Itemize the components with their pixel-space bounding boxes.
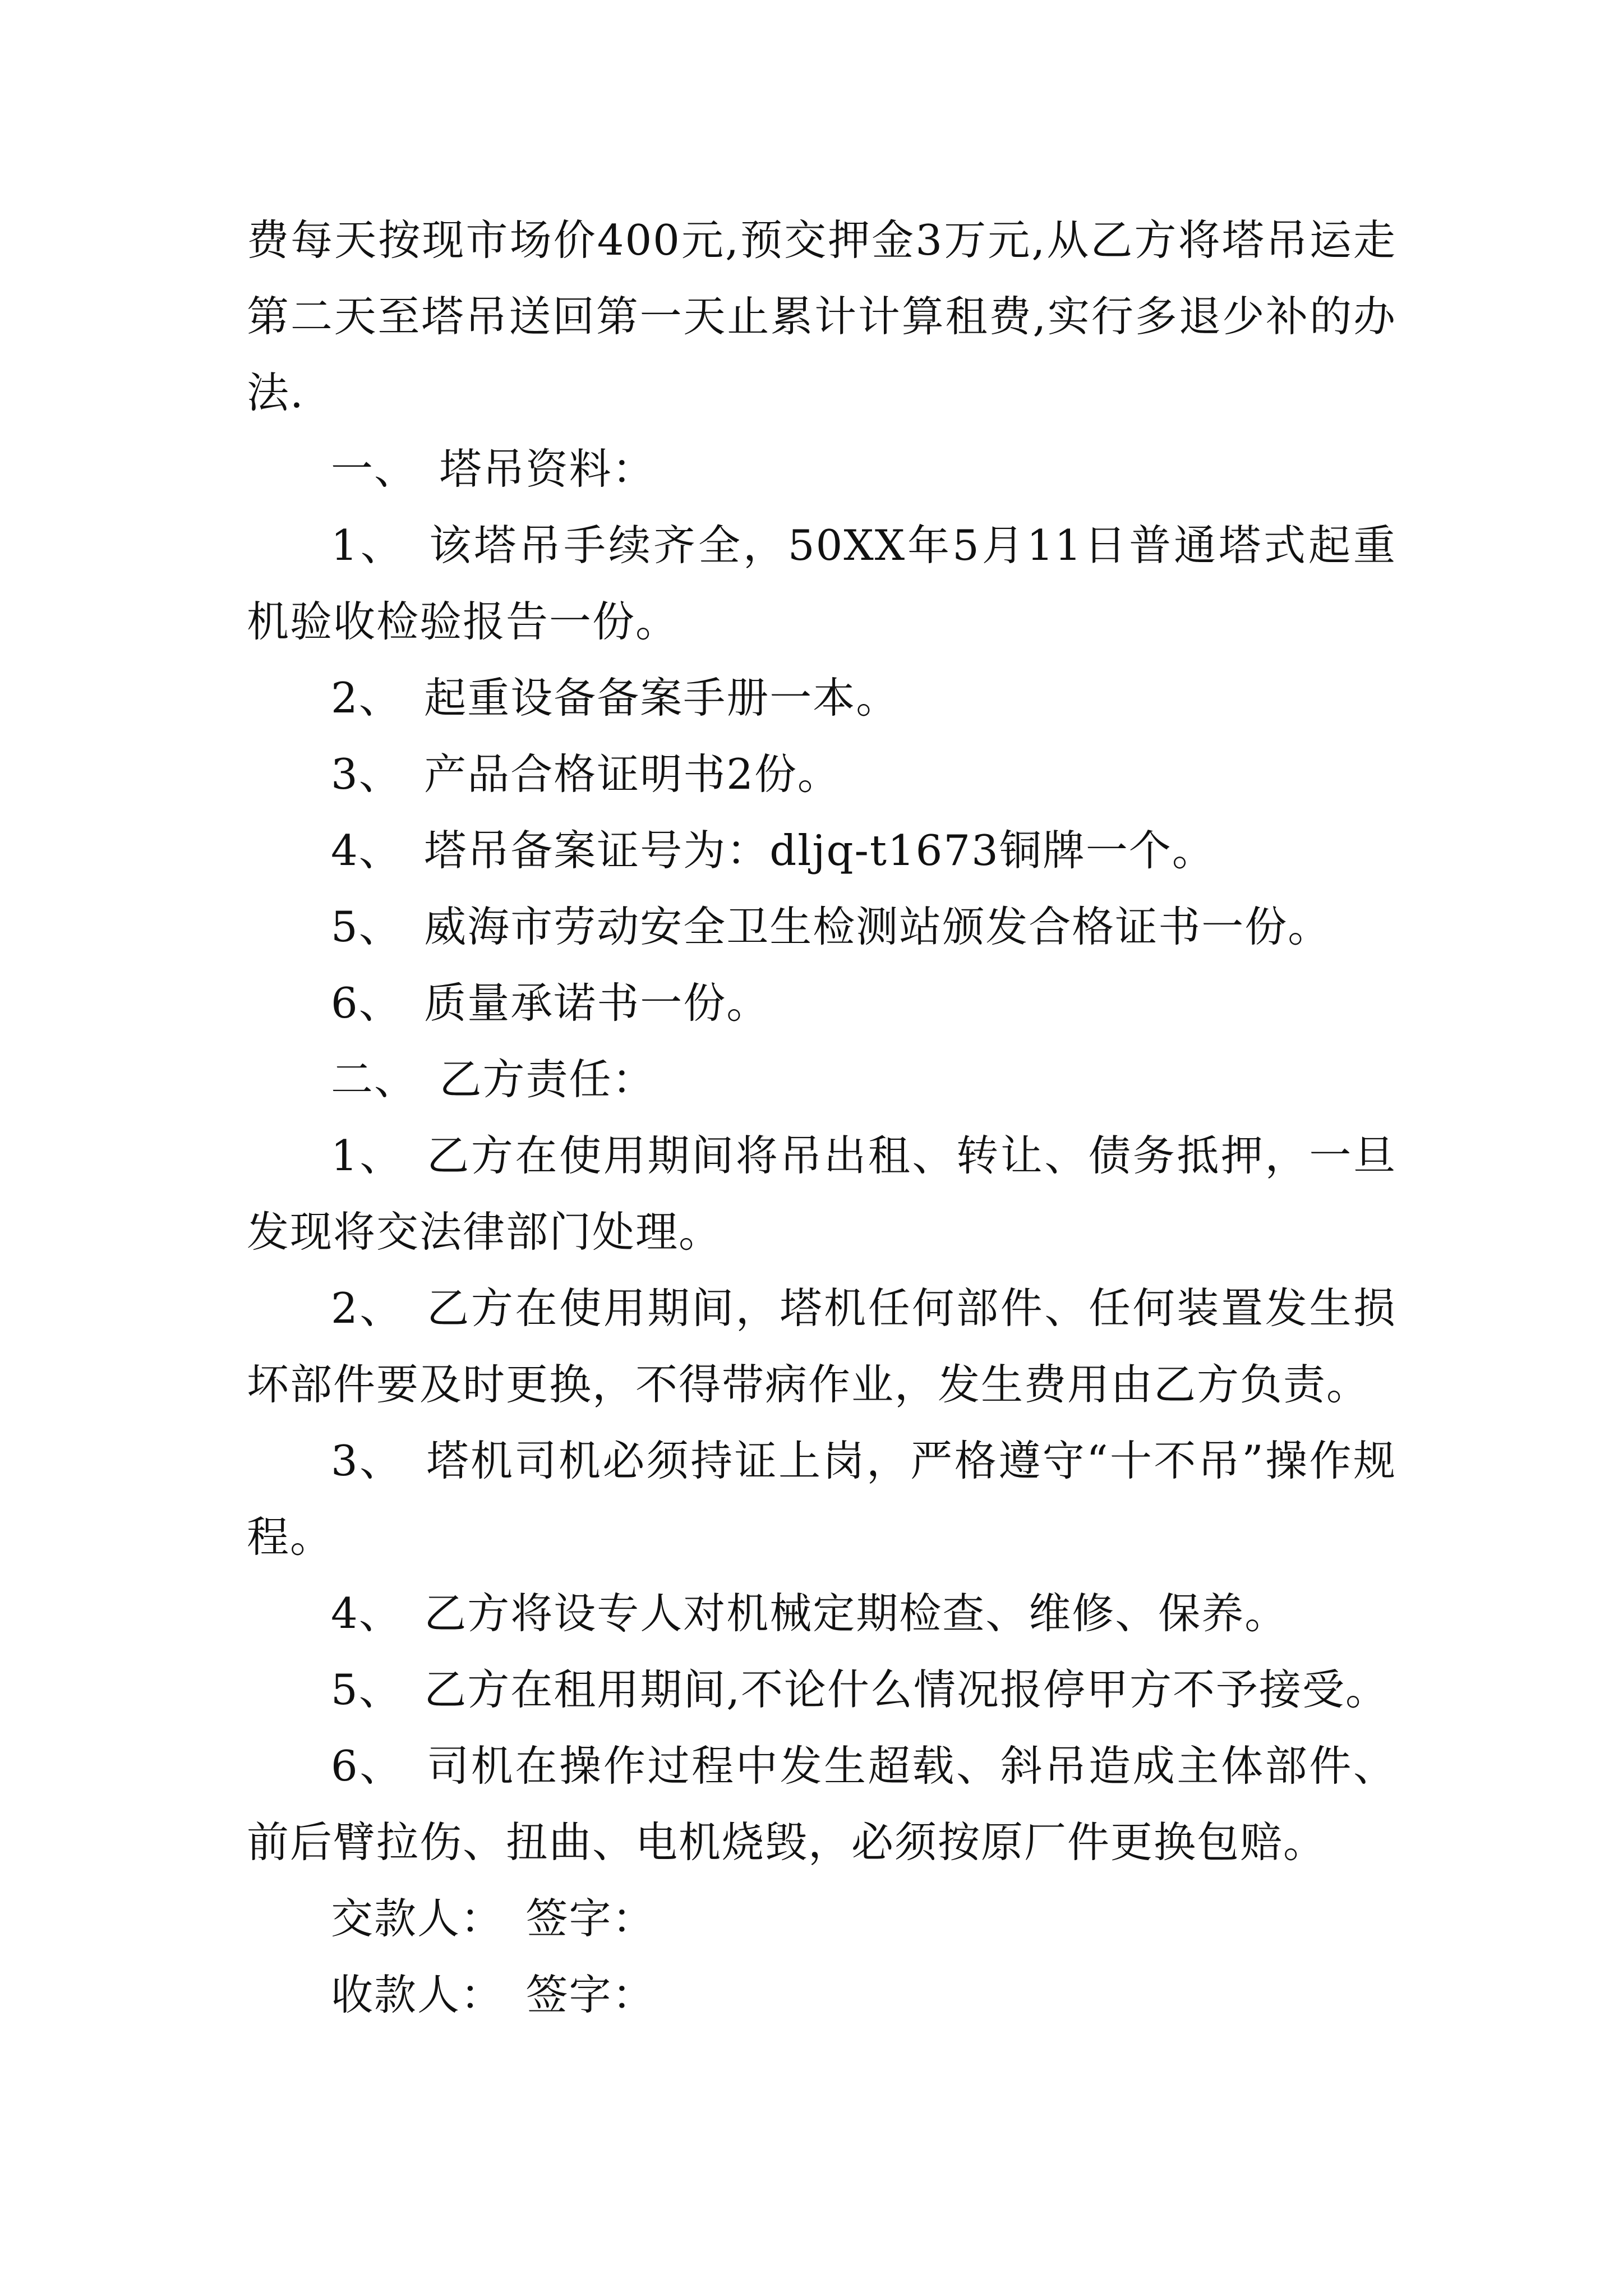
list-item: 1、 乙方在使用期间将吊出租、转让、债务抵押，一旦发现将交法律部门处理。 (247, 1131, 1396, 1257)
list-item: 3、 塔机司机必须持证上岗，严格遵守“十不吊”操作规程。 (247, 1436, 1396, 1562)
list-item: 2、 起重设备备案手册一本。 (331, 673, 900, 723)
document-body (247, 202, 1396, 2033)
list-item: 3、 产品合格证明书2份。 (331, 749, 841, 799)
list-item: 5、 乙方在租用期间,不论什么情况报停甲方不予接受。 (331, 1665, 1389, 1714)
payer-signature-line: 交款人： 签字： (331, 1894, 656, 1943)
list-item: 2、 乙方在使用期间，塔机任何部件、任何装置发生损坏部件要及时更换，不得带病作业，发生费用由乙方负责。 (247, 1283, 1396, 1409)
list-item: 6、 司机在操作过程中发生超载、斜吊造成主体部件、前后臂拉伤、扭曲、电机烧毁，必须按原厂件更换包赔。 (247, 1741, 1396, 1867)
section-heading-tower-crane-documents: 一、 塔吊资料： (331, 444, 656, 494)
section-heading-party-b-responsibilities: 二、 乙方责任： (331, 1055, 656, 1104)
paragraph-rent-terms: 费每天按现市场价400元,预交押金3万元,从乙方将塔吊运走第二天至塔吊送回第一天止累计计算租费,实行多退少补的办法. (247, 215, 1396, 417)
list-item: 1、 该塔吊手续齐全，50XX年5月11日普通塔式起重机验收检验报告一份。 (247, 521, 1396, 646)
list-item: 4、 乙方将设专人对机械定期检查、维修、保养。 (331, 1589, 1288, 1638)
payee-signature-line: 收款人： 签字： (331, 1970, 656, 2019)
list-item: 5、 威海市劳动安全卫生检测站颁发合格证书一份。 (331, 902, 1331, 951)
list-item: 6、 质量承诺书一份。 (331, 978, 770, 1028)
list-item: 4、 塔吊备案证号为：dljq-t1673铜牌一个。 (331, 826, 1215, 875)
